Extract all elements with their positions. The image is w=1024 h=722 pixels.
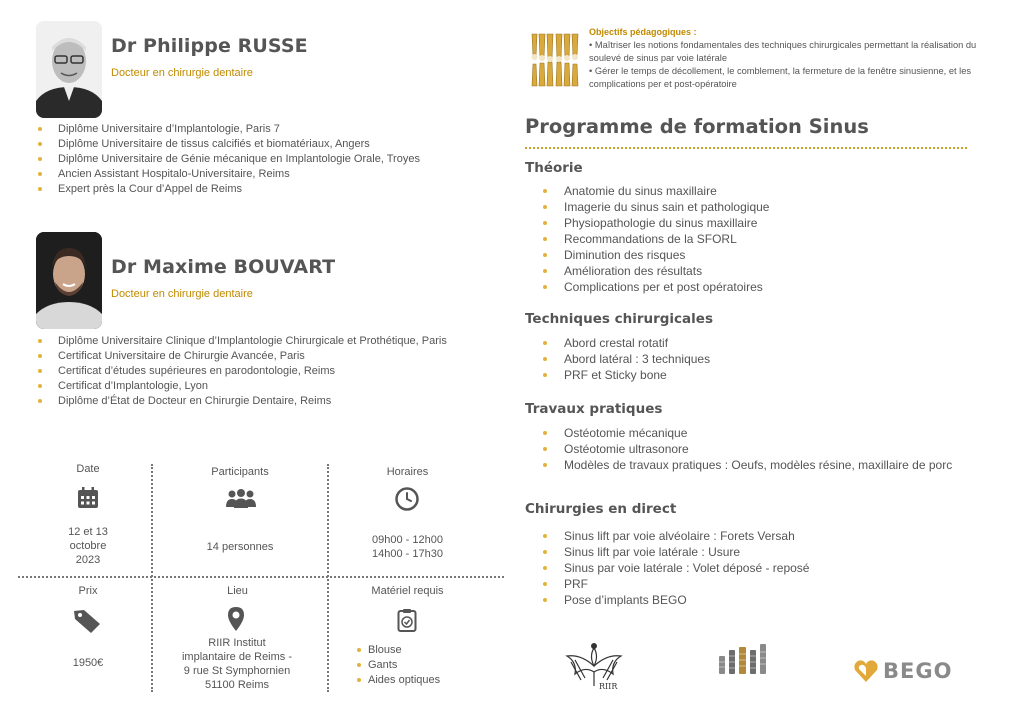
bego-heart-icon [853,658,879,684]
doctor-credentials-list [37,334,447,409]
programme-item: Physiopathologie du sinus maxillaire [525,215,769,231]
credential-item: Diplôme Universitaire de tissus calcifiés et biomatériaux, Angers [37,137,420,152]
doctor-title: Docteur en chirurgie dentaire [111,288,253,300]
section-title-chirurgies: Chirurgies en direct [525,501,677,517]
doctor-credentials-list [37,122,420,197]
bego-logo-text: BEGO [883,659,953,683]
credential-item: Diplôme d’État de Docteur en Chirurgie Dentaire, Reims [37,394,447,409]
credential-item: Certificat d’Implantologie, Lyon [37,379,447,394]
implants-logo-icon [717,642,769,676]
programme-item: Amélioration des résultats [525,263,769,279]
programme-item: PRF [525,576,809,592]
horaires-label: Horaires [386,466,429,478]
materiel-item: Gants [357,658,440,673]
title-divider [525,147,967,149]
programme-item: Recommandations de la SFORL [525,231,769,247]
programme-item: Pose d’implants BEGO [525,592,809,608]
programme-item: Imagerie du sinus sain et pathologique [525,199,769,215]
credential-item: Ancien Assistant Hospitalo-Universitaire, Reims [37,167,420,182]
horaires-value: 09h00 - 12h00 14h00 - 17h30 [372,534,443,560]
programme-item: Modèles de travaux pratiques : Oeufs, modèles résine, maxillaire de porc [525,457,980,473]
programme-item: Sinus par voie latérale : Volet déposé - reposé [525,560,809,576]
prix-label: Prix [78,585,98,597]
objectifs-title: Objectifs pédagogiques : [589,27,697,37]
bego-logo [853,658,965,686]
materiel-list [357,643,440,688]
group-icon [225,489,257,509]
programme-item: PRF et Sticky bone [525,367,710,383]
doctor-title: Docteur en chirurgie dentaire [111,67,253,79]
riir-logo-text: RIIR [599,682,618,691]
portrait-image [36,232,102,329]
credential-item: Expert près la Cour d’Appel de Reims [37,182,420,197]
objectif-item: • Maîtriser les notions fondamentales des techniques chirurgicales permettant la réalisation du soulevé de sinus par voie latérale [589,40,977,63]
location-pin-icon [227,606,245,632]
materiel-label: Matériel requis [371,585,444,597]
participants-value: 14 personnes [206,541,274,553]
materiel-item: Blouse [357,643,440,658]
credential-item: Diplôme Universitaire de Génie mécanique en Implantologie Orale, Troyes [37,152,420,167]
doctor-name: Dr Philippe RUSSE [111,35,308,57]
section-list-travaux [525,425,980,473]
programme-item: Complications per et post opératoires [525,279,769,295]
credential-item: Diplôme Universitaire Clinique d’Implantologie Chirurgicale et Prothétique, Paris [37,334,447,349]
programme-item: Sinus lift par voie latérale : Usure [525,544,809,560]
programme-item: Anatomie du sinus maxillaire [525,183,769,199]
riir-logo [563,640,625,696]
programme-item: Abord latéral : 3 techniques [525,351,710,367]
programme-item: Sinus lift par voie alvéolaire : Forets Versah [525,528,809,544]
doctor-photo-russe [36,21,102,118]
programme-title: Programme de formation Sinus [525,115,869,138]
clipboard-check-icon [397,608,417,632]
credential-item: Diplôme Universitaire d’Implantologie, Paris 7 [37,122,420,137]
grid-divider [151,464,153,692]
doctor-photo-bouvart [36,232,102,329]
section-list-chirurgies [525,528,809,608]
section-list-techniques [525,335,710,383]
section-title-theorie: Théorie [525,160,583,176]
lieu-label: Lieu [227,585,248,597]
objectif-item: • Gérer le temps de décollement, le comblement, la fermeture de la fenêtre sinusienne, et les complications per et post-opératoire [589,66,972,89]
credential-item: Certificat Universitaire de Chirurgie Avancée, Paris [37,349,447,364]
objectifs-list [589,39,989,91]
grid-divider [327,464,329,692]
section-title-techniques: Techniques chirurgicales [525,311,713,327]
portrait-image [36,21,102,118]
price-tag-icon [72,608,102,634]
section-title-travaux: Travaux pratiques [525,401,663,417]
lieu-value: RIIR Institut implantaire de Reims - 9 rue St Symphornien 51100 Reims [181,637,293,691]
materiel-item: Aides optiques [357,673,440,688]
date-label: Date [76,463,100,475]
programme-item: Abord crestal rotatif [525,335,710,351]
participants-label: Participants [211,466,269,478]
programme-item: Diminution des risques [525,247,769,263]
clock-icon [395,487,419,511]
date-value: 12 et 13 octobre 2023 [68,526,108,566]
programme-item: Ostéotomie mécanique [525,425,980,441]
teeth-illustration-icon [528,32,582,88]
doctor-name: Dr Maxime BOUVART [111,256,336,278]
programme-item: Ostéotomie ultrasonore [525,441,980,457]
grid-divider [18,576,504,578]
prix-value: 1950€ [72,657,104,669]
calendar-icon [77,487,99,509]
section-list-theorie [525,183,769,295]
credential-item: Certificat d’études supérieures en parodontologie, Reims [37,364,447,379]
